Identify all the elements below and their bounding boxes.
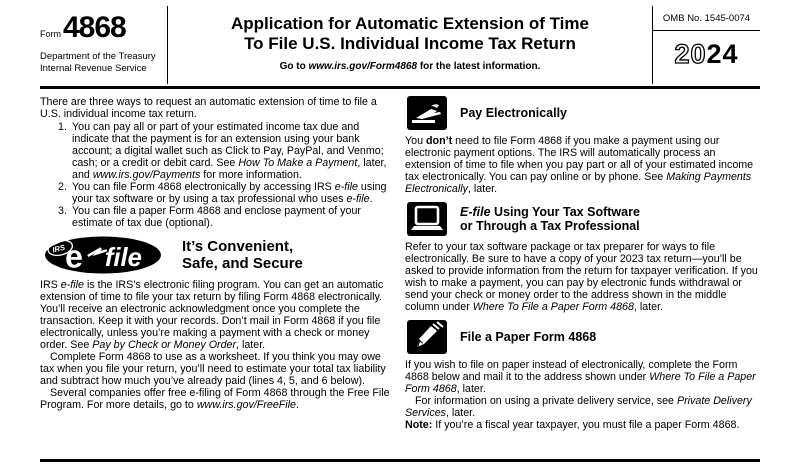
header-go-to-line: Go to www.irs.gov/Form4868 for the latest information. [279,61,541,72]
form-number-block [40,6,168,84]
svg-text:file: file [104,243,142,272]
page-title [168,14,652,53]
section-paragraph: For information on using a private delivery service, see Private Delivery Services, later. [405,395,752,419]
section-pay-electronically [405,96,760,195]
svg-text:e: e [65,238,83,274]
laptop-icon [407,202,447,236]
tax-year-prefix: 20 [674,39,707,69]
list-item-number: 2. [58,181,67,193]
section-heading-row [407,320,760,354]
section-heading-row [407,202,760,236]
intro-paragraph: There are three ways to request an automatic extension of time to file a U.S. individual income tax return. [40,96,377,120]
bottom-rule [40,459,760,462]
list-item [58,121,395,181]
omb-block [652,6,760,84]
efile-tagline-line-2: Safe, and Secure [182,255,303,272]
list-item-number: 1. [58,121,67,133]
list-item [58,205,395,229]
agency-name [40,51,167,74]
list-item [58,181,395,205]
section-efile-software [405,202,760,313]
header-divider-rule [40,86,760,89]
three-ways-list [40,121,395,229]
section-paragraph: If you wish to file on paper instead of electronically, complete the Form 4868 below and mail it to the address shown under Where To File a Paper Form 4868, later. [405,359,756,395]
efile-banner [42,236,395,274]
title-line-2: To File U.S. Individual Income Tax Return [244,33,576,53]
pencil-icon [407,320,447,354]
list-item-number: 3. [58,205,67,217]
form-number: 4868 [63,11,126,44]
form-title-block [168,6,652,84]
right-column [405,96,760,438]
list-item-text: You can file a paper Form 4868 and enclose payment of your estimate of tax due (optional). [72,205,361,229]
title-line-1: Application for Automatic Extension of Time [231,14,589,33]
efile-tagline [182,238,303,273]
section-paragraph: You don’t need to file Form 4868 if you make a payment using our electronic payment options. The IRS will automatically process an extension of time to file when you pay part or all of your estimated income tax electronically. You can pay online or by phone. See Making Payments Electronically, later. [405,135,754,195]
agency-line-2: Internal Revenue Service [40,62,147,74]
irs-efile-logo-icon [42,236,164,274]
form-header [40,6,760,84]
free-file-paragraph: Several companies offer free e-filing of Form 4868 through the Free File Program. For more details, go to www.irs.gov/FreeFile. [40,387,390,411]
section-title: Pay Electronically [460,106,568,120]
list-item-text: You can pay all or part of your estimated income tax due and indicate that the payment is for an extension using your bank account; a digital wallet such as Click to Pay, PayPal, and Venmo; cash; or a credit or debit card. See How To Make a Payment, later, and www.irs.gov/Payments for more information. [72,121,387,181]
section-paper-form [405,320,760,431]
form-number-line [40,11,167,44]
efile-tagline-line-1: It’s Convenient, [182,237,294,255]
tax-year-suffix: 24 [706,39,739,69]
left-column [40,96,395,438]
tax-year [653,39,760,70]
worksheet-paragraph: Complete Form 4868 to use as a worksheet. If you think you may owe tax when you file your return, you’ll need to estimate your total tax liability and subtract how much you’ve already paid (lines 4, 5, and 6 below). [40,351,386,387]
body-columns [40,96,760,438]
section-heading-row [407,96,760,130]
section-paragraph: Refer to your tax software package or tax preparer for ways to file electronically. Be sure to have a copy of your 2023 tax return—you’ll be asked to provide information from the return for taxpayer verification. If you wish to make a payment, you can pay by electronic funds withdrawal or send your check or money order to the address shown in the middle column under Where To File a Paper Form 4868, later. [405,241,758,313]
omb-number: OMB No. 1545-0074 [653,6,760,31]
efile-description-paragraph: IRS e-file is the IRS’s electronic filing program. You can get an automatic extension of time to file your tax return by filing Form 4868 electronically. You’ll receive an electronic acknowledgment once you complete the transaction. Keep it with your records. Don’t mail in Form 4868 if you file electronically, unless you’re making a payment with a check or money order. See Pay by Check or Money Order, later. [40,279,384,351]
section-title: E-file Using Your Tax Software or Through a Tax Professional [460,205,640,233]
section-note-paragraph: Note: If you’re a fiscal year taxpayer, you must file a paper Form 4868. [405,419,740,431]
svg-text:IRS: IRS [51,242,66,255]
list-item-text: You can file Form 4868 electronically by accessing IRS e-file using your tax software or by using a tax professional who uses e-file. [72,181,387,205]
form-label: Form [40,29,61,39]
agency-line-1: Department of the Treasury [40,51,156,62]
section-title: File a Paper Form 4868 [460,330,597,344]
payment-hand-icon [407,96,447,130]
